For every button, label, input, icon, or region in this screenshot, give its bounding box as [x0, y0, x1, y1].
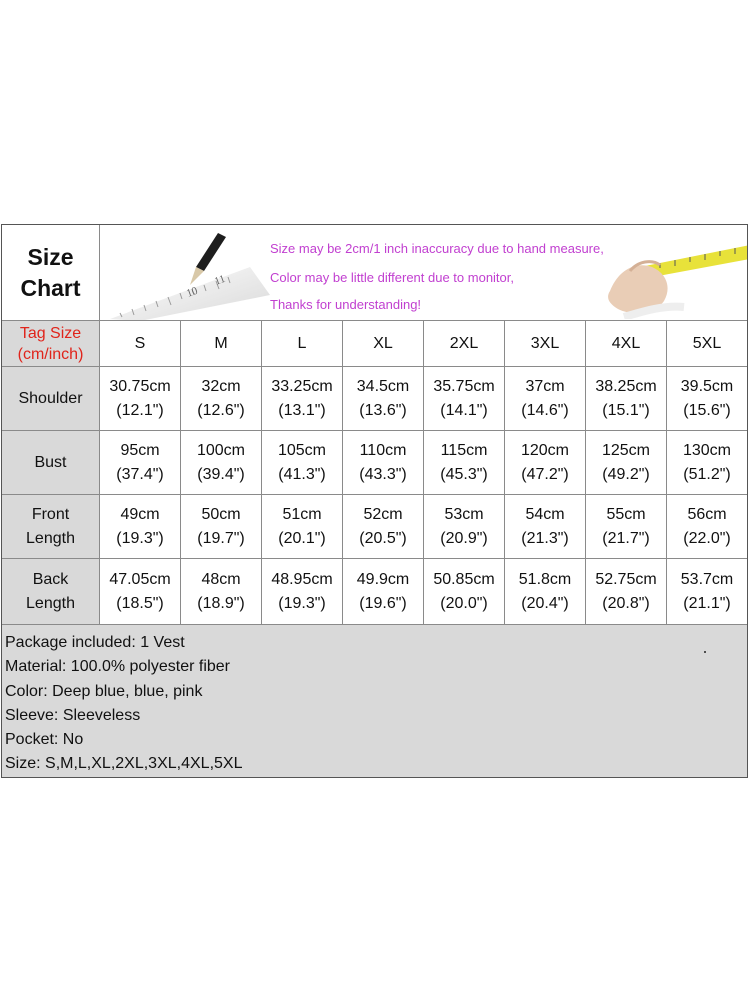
- size-chart-title: [2, 225, 100, 321]
- inch-value: (43.3"): [359, 465, 407, 483]
- row-label-line: Length: [26, 529, 75, 547]
- value-cell: [343, 431, 424, 495]
- inch-value: (12.6"): [197, 401, 245, 419]
- size-chart-table: [1, 224, 748, 778]
- cm-value: 35.75cm: [433, 377, 495, 395]
- size-header-4xl: 4XL: [586, 321, 667, 367]
- inch-value: (18.9"): [197, 594, 245, 612]
- size-header-m: M: [181, 321, 262, 367]
- header-row: [2, 225, 747, 321]
- pencil-ruler-icon: [100, 225, 270, 321]
- value-cell: [181, 559, 262, 625]
- tag-size-label-line-1: Tag Size: [19, 324, 82, 342]
- measurement-row-back-length: [2, 559, 747, 625]
- inch-value: (39.4"): [197, 465, 245, 483]
- cm-value: 50.85cm: [433, 570, 495, 588]
- value-cell: [100, 367, 181, 431]
- value-cell: [505, 559, 586, 625]
- inch-value: (13.6"): [359, 401, 407, 419]
- inch-value: (13.1"): [278, 401, 326, 419]
- row-label-line: Length: [26, 594, 75, 612]
- value-cell: [667, 431, 747, 495]
- row-label-line: Shoulder: [18, 389, 83, 407]
- cm-value: 125cm: [601, 441, 651, 459]
- product-details-section: [2, 625, 747, 777]
- measurement-row-bust: [2, 431, 747, 495]
- value-cell: [586, 495, 667, 559]
- value-cell: [586, 367, 667, 431]
- tag-size-label: [2, 321, 100, 367]
- value-cell: [586, 559, 667, 625]
- cm-value: 120cm: [520, 441, 570, 459]
- value-cell: [181, 367, 262, 431]
- value-cell: [667, 559, 747, 625]
- cm-value: 53cm: [444, 505, 484, 523]
- measurement-row-shoulder: [2, 367, 747, 431]
- row-label-line: Bust: [34, 453, 67, 471]
- value-cell: [343, 367, 424, 431]
- cm-value: 49cm: [120, 505, 160, 523]
- inch-value: (19.6"): [359, 594, 407, 612]
- inch-value: (47.2"): [521, 465, 569, 483]
- cm-value: 51.8cm: [518, 570, 572, 588]
- inch-value: (21.3"): [521, 529, 569, 547]
- row-label-bust: [2, 431, 100, 495]
- cm-value: 47.05cm: [109, 570, 171, 588]
- cm-value: 95cm: [120, 441, 160, 459]
- ruler-tick-11: 11: [212, 272, 227, 288]
- cm-value: 100cm: [196, 441, 246, 459]
- detail-pocket: Pocket: No: [5, 731, 84, 749]
- detail-size: Size: S,M,L,XL,2XL,3XL,4XL,5XL: [5, 755, 243, 773]
- inch-value: (20.4"): [521, 594, 569, 612]
- cm-value: 39.5cm: [680, 377, 734, 395]
- cm-value: 130cm: [682, 441, 732, 459]
- value-cell: [505, 495, 586, 559]
- inch-value: (18.5"): [116, 594, 164, 612]
- inch-value: (12.1"): [116, 401, 164, 419]
- value-cell: [100, 559, 181, 625]
- hand-measuring-tape-icon: [600, 231, 747, 319]
- inch-value: (20.5"): [359, 529, 407, 547]
- cm-value: 56cm: [687, 505, 727, 523]
- note-line-1: Size may be 2cm/1 inch inaccuracy due to hand measure,: [270, 241, 604, 256]
- speck-mark: [704, 651, 706, 653]
- detail-sleeve: Sleeve: Sleeveless: [5, 706, 141, 724]
- value-cell: [100, 431, 181, 495]
- value-cell: [424, 367, 505, 431]
- inch-value: (14.1"): [440, 401, 488, 419]
- inch-value: (49.2"): [602, 465, 650, 483]
- note-line-3: Thanks for understanding!: [270, 297, 422, 312]
- cm-value: 51cm: [282, 505, 322, 523]
- value-cell: [343, 495, 424, 559]
- cm-value: 105cm: [277, 441, 327, 459]
- value-cell: [181, 431, 262, 495]
- value-cell: [667, 367, 747, 431]
- value-cell: [667, 495, 747, 559]
- inch-value: (21.7"): [602, 529, 650, 547]
- inch-value: (21.1"): [683, 594, 731, 612]
- tag-size-row: [2, 321, 747, 367]
- cm-value: 52.75cm: [595, 570, 657, 588]
- value-cell: [262, 431, 343, 495]
- measurement-row-front-length: [2, 495, 747, 559]
- value-cell: [424, 431, 505, 495]
- value-cell: [262, 559, 343, 625]
- row-label-line: Front: [31, 505, 70, 523]
- cm-value: 54cm: [525, 505, 565, 523]
- value-cell: [424, 559, 505, 625]
- tag-size-label-line-2: (cm/inch): [17, 345, 84, 363]
- size-header-2xl: 2XL: [424, 321, 505, 367]
- inch-value: (37.4"): [116, 465, 164, 483]
- inch-value: (22.0"): [683, 529, 731, 547]
- cm-value: 37cm: [525, 377, 565, 395]
- cm-value: 34.5cm: [356, 377, 410, 395]
- value-cell: [586, 431, 667, 495]
- cm-value: 110cm: [359, 441, 407, 459]
- inch-value: (15.1"): [602, 401, 650, 419]
- cm-value: 55cm: [606, 505, 646, 523]
- row-label-back-length: [2, 559, 100, 625]
- value-cell: [181, 495, 262, 559]
- inch-value: (45.3"): [440, 465, 488, 483]
- cm-value: 32cm: [201, 377, 241, 395]
- size-header-l: L: [262, 321, 343, 367]
- inch-value: (14.6"): [521, 401, 569, 419]
- size-header-xl: XL: [343, 321, 424, 367]
- value-cell: [262, 367, 343, 431]
- size-header-s: S: [100, 321, 181, 367]
- ruler-tick-10: 10: [184, 284, 200, 300]
- row-label-shoulder: [2, 367, 100, 431]
- cm-value: 48.95cm: [271, 570, 333, 588]
- detail-material: Material: 100.0% polyester fiber: [5, 658, 230, 676]
- inch-value: (20.0"): [440, 594, 488, 612]
- measurement-note-banner: [100, 225, 747, 321]
- inch-value: (20.1"): [278, 529, 326, 547]
- detail-package: Package included: 1 Vest: [5, 634, 185, 651]
- value-cell: [505, 367, 586, 431]
- value-cell: [100, 495, 181, 559]
- inch-value: (15.6"): [683, 401, 731, 419]
- cm-value: 49.9cm: [356, 570, 410, 588]
- cm-value: 50cm: [201, 505, 241, 523]
- inch-value: (20.9"): [440, 529, 488, 547]
- detail-color: Color: Deep blue, blue, pink: [5, 682, 203, 700]
- title-line-2: Chart: [20, 274, 81, 301]
- cm-value: 115cm: [440, 441, 488, 459]
- value-cell: [262, 495, 343, 559]
- cm-value: 33.25cm: [271, 377, 333, 395]
- value-cell: [343, 559, 424, 625]
- value-cell: [424, 495, 505, 559]
- inch-value: (51.2"): [683, 465, 731, 483]
- cm-value: 30.75cm: [109, 377, 171, 395]
- inch-value: (20.8"): [602, 594, 650, 612]
- cm-value: 38.25cm: [595, 377, 657, 395]
- inch-value: (19.3"): [116, 529, 164, 547]
- size-header-3xl: 3XL: [505, 321, 586, 367]
- inch-value: (19.7"): [197, 529, 245, 547]
- value-cell: [505, 431, 586, 495]
- cm-value: 48cm: [201, 570, 241, 588]
- row-label-front-length: [2, 495, 100, 559]
- row-label-line: Back: [32, 570, 69, 588]
- inch-value: (19.3"): [278, 594, 326, 612]
- cm-value: 52cm: [363, 505, 403, 523]
- cm-value: 53.7cm: [680, 570, 734, 588]
- note-line-2: Color may be little different due to monitor,: [270, 270, 514, 285]
- inch-value: (41.3"): [278, 465, 326, 483]
- size-header-5xl: 5XL: [667, 321, 747, 367]
- title-line-1: Size: [27, 243, 74, 270]
